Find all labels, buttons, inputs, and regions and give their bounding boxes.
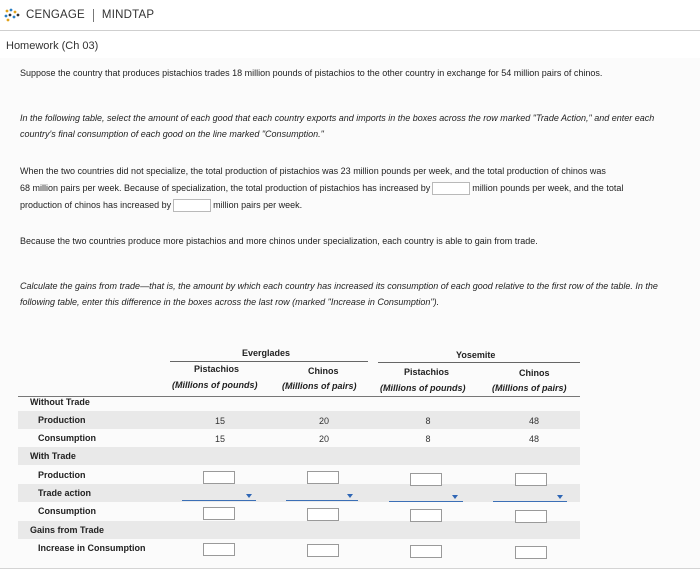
cons-everglades-chinos: 20 [318,434,329,444]
production-everglades-pistachios-input[interactable] [203,471,235,484]
col-header-pistachios-1: Pistachios [194,364,240,374]
production-yosemite-pistachios-input[interactable] [410,473,442,486]
cengage-logo-icon [4,8,22,22]
intro-text: Suppose the country that produces pistachios trades 18 million pounds of pistachios to the other country in exchange for 54 million pairs of chinos. [20,68,603,78]
unit-pistachios-1: (Millions of pounds) [172,380,258,390]
specialization-text [20,163,690,214]
increase-everglades-chinos-input[interactable] [307,544,339,557]
row-production-with [18,466,580,484]
page-title: Homework (Ch 03) [6,40,99,52]
unit-chinos-2: (Millions of pairs) [492,383,567,393]
prod-everglades-chinos: 20 [318,416,329,426]
bottom-divider [0,568,700,569]
chevron-down-icon[interactable] [452,495,458,499]
everglades-underline [170,361,368,362]
prod-everglades-pistachios: 15 [214,416,225,426]
row-with-trade [18,447,580,465]
calc-instruction: Calculate the gains from trade—that is, the amount by which each country has increased its consumption of each good relative to the first row of the table. In the following table, enter this difference in the boxes across the last row (marked "Increase in Consumption"). [20,281,658,307]
trade-action-yosemite-chinos-dropdown[interactable] [493,501,567,502]
row-consumption-with [18,502,580,520]
brand-logo[interactable] [4,8,154,22]
label-without-trade: Without Trade [30,397,90,407]
increase-yosemite-chinos-input[interactable] [515,546,547,559]
trade-action-yosemite-pistachios-dropdown[interactable] [389,501,463,502]
spec-part2: 68 million pairs per week. Because of specialization, the total production of pistachios has increased by [20,183,431,193]
production-everglades-chinos-input[interactable] [307,471,339,484]
prod-yosemite-chinos: 48 [528,416,539,426]
chinos-increase-input[interactable] [173,199,211,212]
instruction-text: In the following table, select the amount of each good that each country exports and imports in the boxes across the row marked "Trade Action," and enter each country's final consumption of each good on the line marked "Consumption." [20,113,655,139]
cons-yosemite-chinos: 48 [528,434,539,444]
unit-pistachios-2: (Millions of pounds) [380,383,466,393]
chevron-down-icon[interactable] [557,495,563,499]
cons-yosemite-pistachios: 8 [425,434,431,444]
increase-yosemite-pistachios-input[interactable] [410,545,442,558]
row-increase-consumption [18,539,580,557]
unit-chinos-1: (Millions of pairs) [282,381,357,391]
brand-divider [93,9,94,22]
gain-statement: Because the two countries produce more pistachios and more chinos under specialization, each country is able to gain from trade. [20,236,538,246]
row-gains-from-trade [18,521,580,539]
consumption-yosemite-pistachios-input[interactable] [410,509,442,522]
consumption-yosemite-chinos-input[interactable] [515,510,547,523]
chevron-down-icon[interactable] [347,494,353,498]
trade-action-everglades-pistachios-dropdown[interactable] [182,500,256,501]
cons-everglades-pistachios: 15 [214,434,225,444]
label-consumption: Consumption [38,433,96,443]
label-production-with: Production [38,470,86,480]
country-yosemite: Yosemite [456,350,496,360]
label-increase-consumption: Increase in Consumption [38,543,146,553]
label-with-trade: With Trade [30,451,76,461]
row-without-trade [18,393,580,411]
label-production: Production [38,415,86,425]
brand-mindtap: MINDTAP [101,9,155,21]
header-divider [0,30,700,31]
spec-part4: production of chinos has increased by [20,200,172,210]
spec-part1: When the two countries did not specialize, the total production of pistachios was 23 million pounds per week, and the total production of chinos was [20,166,606,176]
production-yosemite-chinos-input[interactable] [515,473,547,486]
yosemite-underline [378,362,580,363]
row-production-without [18,411,580,429]
consumption-everglades-pistachios-input[interactable] [203,507,235,520]
col-header-chinos-1: Chinos [308,366,339,376]
trade-action-everglades-chinos-dropdown[interactable] [286,500,358,501]
chevron-down-icon[interactable] [246,494,252,498]
col-header-pistachios-2: Pistachios [404,367,450,377]
country-everglades: Everglades [242,348,291,358]
increase-everglades-pistachios-input[interactable] [203,543,235,556]
row-consumption-without [18,429,580,447]
consumption-everglades-chinos-input[interactable] [307,508,339,521]
label-consumption-with: Consumption [38,506,96,516]
label-gains-from-trade: Gains from Trade [30,525,105,535]
prod-yosemite-pistachios: 8 [425,416,431,426]
spec-part5: million pairs per week. [213,200,303,210]
spec-part3: million pounds per week, and the total [472,183,624,193]
pistachio-increase-input[interactable] [432,182,470,195]
brand-cengage: CENGAGE [26,9,85,21]
label-trade-action: Trade action [38,488,92,498]
col-header-chinos-2: Chinos [519,368,550,378]
